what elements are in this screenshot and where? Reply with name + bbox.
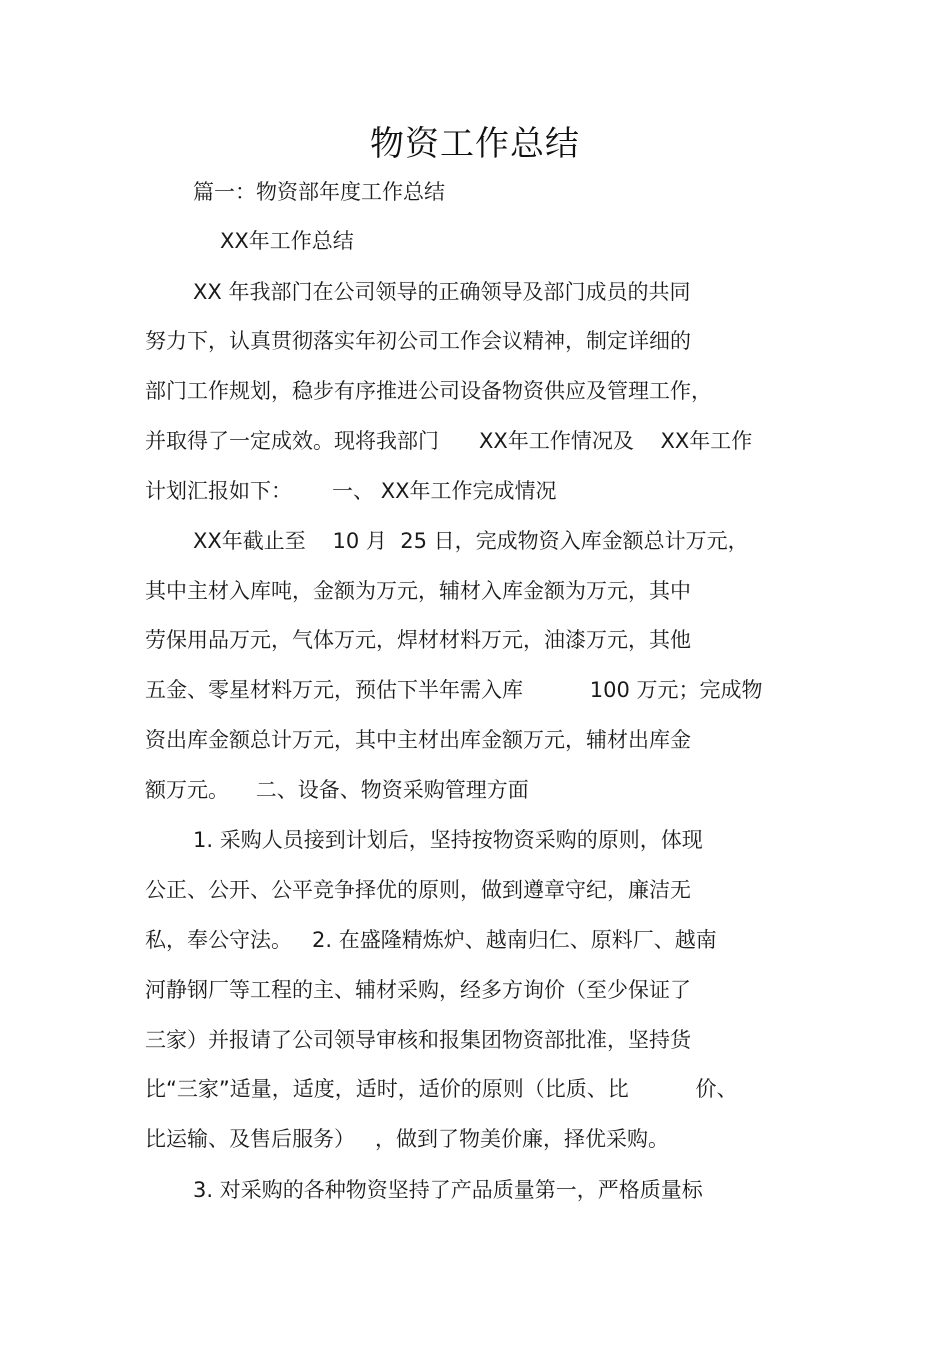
paragraph-line: 额万元。 二、设备、物资采购管理方面 (145, 778, 529, 802)
paragraph-line: 努力下，认真贯彻落实年初公司工作会议精神，制定详细的 (145, 329, 691, 353)
paragraph-line: 河静钢厂等工程的主、辅材采购，经多方询价（至少保证了 (145, 978, 691, 1002)
paragraph-line: 三家）并报请了公司领导审核和报集团物资部批准，坚持货 (145, 1028, 691, 1052)
paragraph-line: 资出库金额总计万元，其中主材出库金额万元，辅材出库金 (145, 728, 691, 752)
document-title: 物资工作总结 (370, 124, 580, 164)
paragraph-line: XX 年我部门在公司领导的正确领导及部门成员的共同 (193, 280, 691, 304)
paragraph-line: 计划汇报如下： 一、 XX年工作完成情况 (145, 479, 557, 503)
paragraph-line: 并取得了一定成效。现将我部门 XX年工作情况及 XX年工作 (145, 429, 753, 453)
paragraph-line: XX年截止至 10 月 25 日，完成物资入库金额总计万元， (193, 529, 749, 553)
paragraph-line: 五金、零星材料万元，预估下半年需入库 100 万元；完成物 (145, 678, 763, 702)
paragraph-line: 比“三家”适量，适度，适时，适价的原则（比质、比 价、 (145, 1077, 738, 1101)
paragraph-line: 1. 采购人员接到计划后，坚持按物资采购的原则，体现 (193, 828, 703, 852)
paragraph-line: 3. 对采购的各种物资坚持了产品质量第一，严格质量标 (193, 1178, 703, 1202)
paragraph-line: 部门工作规划，稳步有序推进公司设备物资供应及管理工作， (145, 379, 712, 403)
paragraph-line: 比运输、及售后服务） ，做到了物美价廉，择优采购。 (145, 1127, 670, 1151)
paragraph-line: 其中主材入库吨，金额为万元，辅材入库金额为万元，其中 (145, 579, 691, 603)
subtitle-line: 篇一：物资部年度工作总结 (193, 180, 445, 204)
paragraph-line: 劳保用品万元，气体万元，焊材材料万元，油漆万元，其他 (145, 628, 691, 652)
section-heading-line: XX年工作总结 (220, 229, 354, 253)
paragraph-line: 私，奉公守法。 2. 在盛隆精炼炉、越南归仁、原料厂、越南 (145, 928, 717, 952)
paragraph-line: 公正、公开、公平竞争择优的原则，做到遵章守纪，廉洁无 (145, 878, 691, 902)
